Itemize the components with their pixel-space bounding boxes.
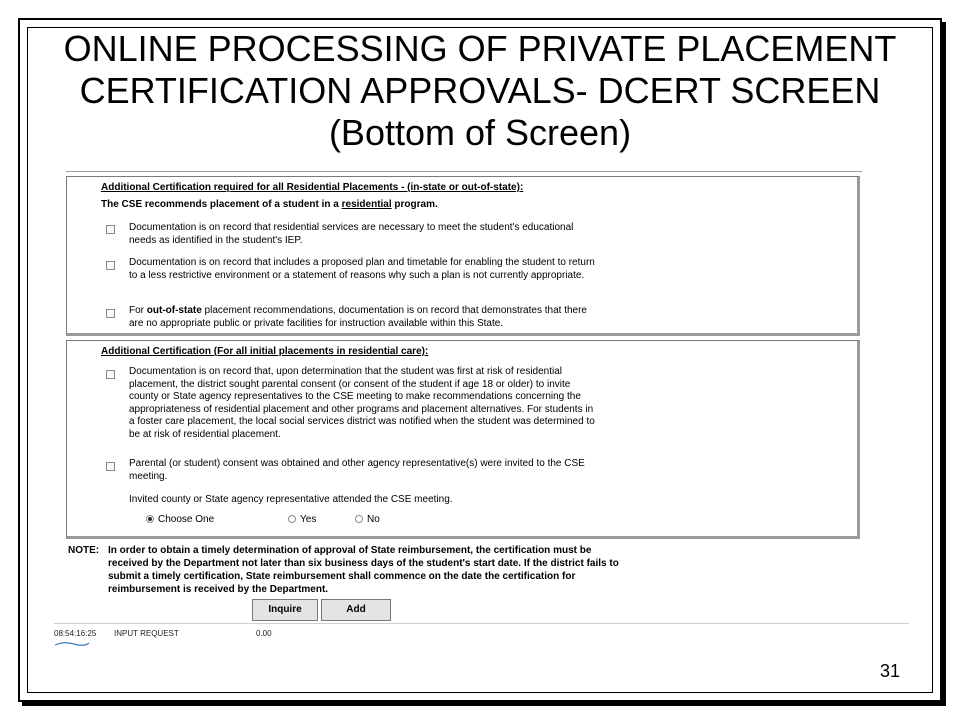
initial-placement-certification-section bbox=[66, 340, 860, 539]
checkbox-residential-services-necessary[interactable] bbox=[106, 225, 115, 234]
item-parental-consent-sought: Documentation is on record that, upon determination that the student was first at risk of residential placement, the district sought parental consent (or consent of the student if age 18 or older) to invite county or State agency representatives to the CSE meeting to make recommendations concerning the appropriateness of residential placement and other programs and placement alternatives. For students in a foster care placement, the local social services district was notified when the student was determined to be at risk of residential placement. bbox=[129, 366, 595, 440]
radio-choose-one-dot[interactable] bbox=[146, 515, 154, 523]
radio-yes-dot[interactable] bbox=[288, 515, 296, 523]
radio-choose-one[interactable]: Choose One bbox=[146, 514, 214, 525]
add-button[interactable]: Add bbox=[321, 599, 391, 621]
section1-intro: The CSE recommends placement of a student in a residential program. bbox=[101, 199, 438, 210]
section1-heading: Additional Certification required for all Residential Placements - (in-state or out-of-state): bbox=[101, 182, 524, 193]
residential-certification-section bbox=[66, 176, 860, 336]
inquire-button[interactable]: Inquire bbox=[252, 599, 318, 621]
checkbox-out-of-state[interactable] bbox=[106, 309, 115, 318]
page-number: 31 bbox=[880, 661, 901, 681]
checkbox-consent-obtained[interactable] bbox=[106, 462, 115, 471]
item-return-plan: Documentation is on record that includes a proposed plan and timetable for enabling the student to return to a less restrictive environment or a statement of reasons why such a plan is not currently appropriate. bbox=[129, 257, 595, 281]
slide-title: ONLINE PROCESSING OF PRIVATE PLACEMENT CERTIFICATION APPROVALS- DCERT SCREEN (Bottom of Screen) bbox=[63, 28, 897, 153]
status-value: 0.00 bbox=[256, 629, 272, 638]
note-text: In order to obtain a timely determination of approval of State reimbursement, the certification must be received by the Department not later than six business days of the student's start date. If the district fails to submit a timely certification, State reimbursement shall commence on the date the certification for reimbursement is received by the Department. bbox=[108, 545, 619, 595]
status-time: 08:54:16:25 bbox=[54, 629, 97, 638]
representative-attended-question: Invited county or State agency representative attended the CSE meeting. bbox=[129, 494, 453, 505]
note-label: NOTE: bbox=[68, 545, 100, 556]
section2-heading: Additional Certification (For all initial placements in residential care): bbox=[101, 346, 429, 357]
item-out-of-state: For out-of-state placement recommendations, documentation is on record that demonstrates that there are no appropriate public or private facilities for instruction available within this State. bbox=[129, 305, 587, 329]
checkbox-parental-consent-sought[interactable] bbox=[106, 370, 115, 379]
radio-no-dot[interactable] bbox=[355, 515, 363, 523]
radio-no[interactable]: No bbox=[355, 514, 380, 525]
item-residential-services-necessary: Documentation is on record that residential services are necessary to meet the student's educational needs as identified in the student's IEP. bbox=[129, 222, 574, 246]
status-swoosh-icon bbox=[54, 641, 90, 646]
status-message: INPUT REQUEST bbox=[114, 629, 179, 638]
checkbox-return-plan[interactable] bbox=[106, 261, 115, 270]
item-consent-obtained: Parental (or student) consent was obtained and other agency representative(s) were invited to the CSE meeting. bbox=[129, 458, 585, 482]
cropped-previous-row bbox=[66, 163, 862, 172]
status-divider bbox=[54, 623, 909, 624]
dcert-screenshot bbox=[54, 163, 909, 649]
radio-yes[interactable]: Yes bbox=[288, 514, 316, 525]
